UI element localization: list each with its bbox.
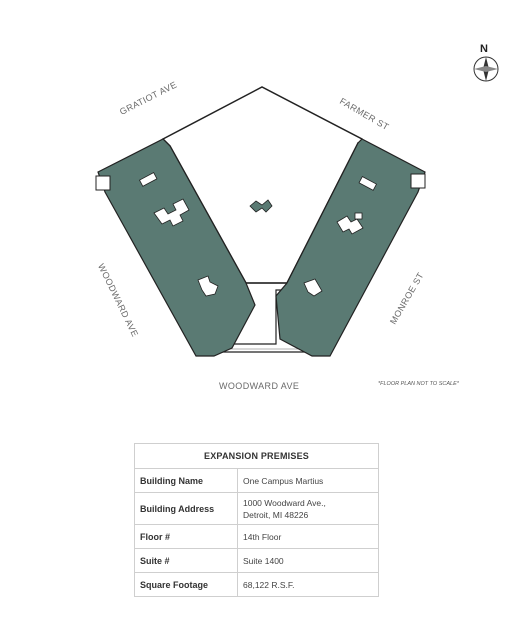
street-label-monroe: MONROE ST <box>388 270 426 326</box>
row-value: One Campus Martius <box>238 469 379 493</box>
street-label-farmer: FARMER ST <box>338 96 391 133</box>
row-label: Building Name <box>135 469 238 493</box>
table-row <box>135 525 379 549</box>
row-label: Floor # <box>135 525 238 549</box>
table-header-row <box>135 444 379 469</box>
scale-note: *FLOOR PLAN NOT TO SCALE* <box>378 381 459 387</box>
compass-icon <box>474 57 498 81</box>
compass-north-label: N <box>480 43 488 55</box>
street-label-gratiot: GRATIOT AVE <box>118 79 179 117</box>
table-title: EXPANSION PREMISES <box>135 444 379 469</box>
table-row <box>135 573 379 597</box>
table-row <box>135 493 379 525</box>
premises-table <box>134 443 379 597</box>
address-line-1: 1000 Woodward Ave., <box>243 497 326 508</box>
corner-detail-left <box>96 176 110 190</box>
row-label: Suite # <box>135 549 238 573</box>
row-value: Suite 1400 <box>238 549 379 573</box>
street-label-woodward-bottom: WOODWARD AVE <box>219 381 300 391</box>
address-line-2: Detroit, MI 48226 <box>243 509 309 520</box>
row-value: 14th Floor <box>238 525 379 549</box>
row-value: 68,122 R.S.F. <box>238 573 379 597</box>
street-label-woodward-left: WOODWARD AVE <box>96 262 141 339</box>
table-row <box>135 469 379 493</box>
corner-detail-right <box>411 174 425 188</box>
row-value <box>238 493 379 525</box>
core-right-tiny <box>355 213 362 219</box>
row-label: Building Address <box>135 493 238 525</box>
table-row <box>135 549 379 573</box>
row-label: Square Footage <box>135 573 238 597</box>
